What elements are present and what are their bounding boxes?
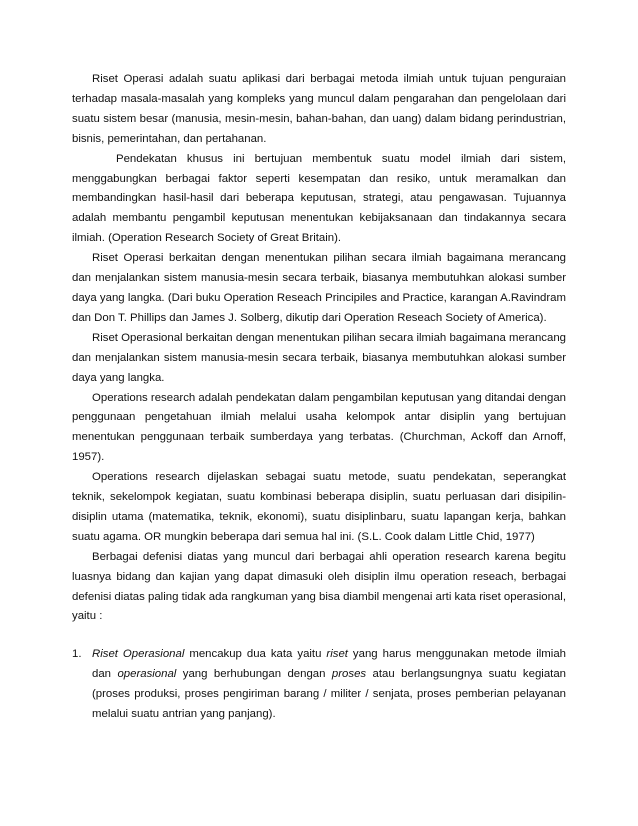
list-number: 1. [72,648,82,661]
list-text: atau berlangsungnya suatu kegiatan (proses produksi, proses pengiriman barang / militer / senjata, proses pemberian pelayanan melalui suatu antrian yang panjang). [92,668,567,721]
list-item [72,645,566,725]
paragraph: Riset Operasi berkaitan dengan menentukan pilihan secara ilmiah bagaimana merancang dan menjalankan sistem manusia-mesin secara terbaik, biasanya membutuhkan alokasi sumber daya yang langka. (Dari buku Operation Reseach Principiles and Practice, karangan A.Ravindram dan Don T. Phillips dan James J. Solberg, dikutip dari Operation Reseach Society of America). [72,252,566,324]
paragraph: Operations research adalah pendekatan dalam pengambilan keputusan yang ditandai dengan penggunaan pengetahuan ilmiah melalui usaha kelompok antar disiplin yang bertujuan menentukan penggunaan terbaik sumberdaya yang terbatas. (Churchman, Ackoff dan Arnoff, 1957). [72,391,566,464]
paragraph: Pendekatan khusus ini bertujuan membentuk suatu model ilmiah dari sistem, menggabungkan berbagai faktor seperti kesempatan dan resiko, untuk meramalkan dan membandingkan hasil-hasil dari beberapa keputusan, strategi, atau pengawasan. Tujuannya adalah membantu pengambil keputusan menentukan kebijaksanaan dan tindakannya secara ilmiah. (Operation Research Society of Great Britain). [72,152,566,245]
list-term: riset [326,648,348,661]
list-term: proses [331,668,367,681]
numbered-list [72,645,566,725]
list-term: Riset Operasional [92,648,185,661]
paragraph: Berbagai defenisi diatas yang muncul dari berbagai ahli operation research karena begitu luasnya bidang dan kajian yang dapat dimasuki oleh disiplin ilmu operation reseach, berbagai defenisi diatas paling tidak ada rangkuman yang bisa diambil mengenai arti kata riset operasional, yaitu : [72,550,566,623]
document-page [72,70,566,725]
paragraph: Operations research dijelaskan sebagai suatu metode, suatu pendekatan, seperangkat teknik, sekelompok kegiatan, suatu kombinasi beberapa disiplin, suatu perluasan dari disipilin-disiplin utama (matematika, teknik, ekonomi), suatu disiplinbaru, suatu lapangan kerja, bahkan suatu agama. OR mungkin beberapa dari semua hal ini. (S.L. Cook dalam Little Chid, 1977) [72,471,566,543]
list-term: operasional [117,668,177,681]
list-text: mencakup dua kata yaitu [184,648,327,661]
list-text: yang harus menggunakan metode ilmiah dan [92,648,566,681]
list-text: yang berhubungan dengan [176,668,332,681]
paragraph: Riset Operasi adalah suatu aplikasi dari berbagai metoda ilmiah untuk tujuan penguraian terhadap masala-masalah yang kompleks yang muncul dalam pengarahan dan pengelolaan dari suatu sistem besar (manusia, mesin-mesin, bahan-bahan, dan uang) dalam bidang perindustrian, bisnis, pemerintahan, dan pertahanan. [72,73,566,145]
paragraph: Riset Operasional berkaitan dengan menentukan pilihan secara ilmiah bagaimana merancang dan menjalankan sistem manusia-mesin secara terbaik, biasanya membutuhkan alokasi sumber daya yang langka. [72,331,566,384]
